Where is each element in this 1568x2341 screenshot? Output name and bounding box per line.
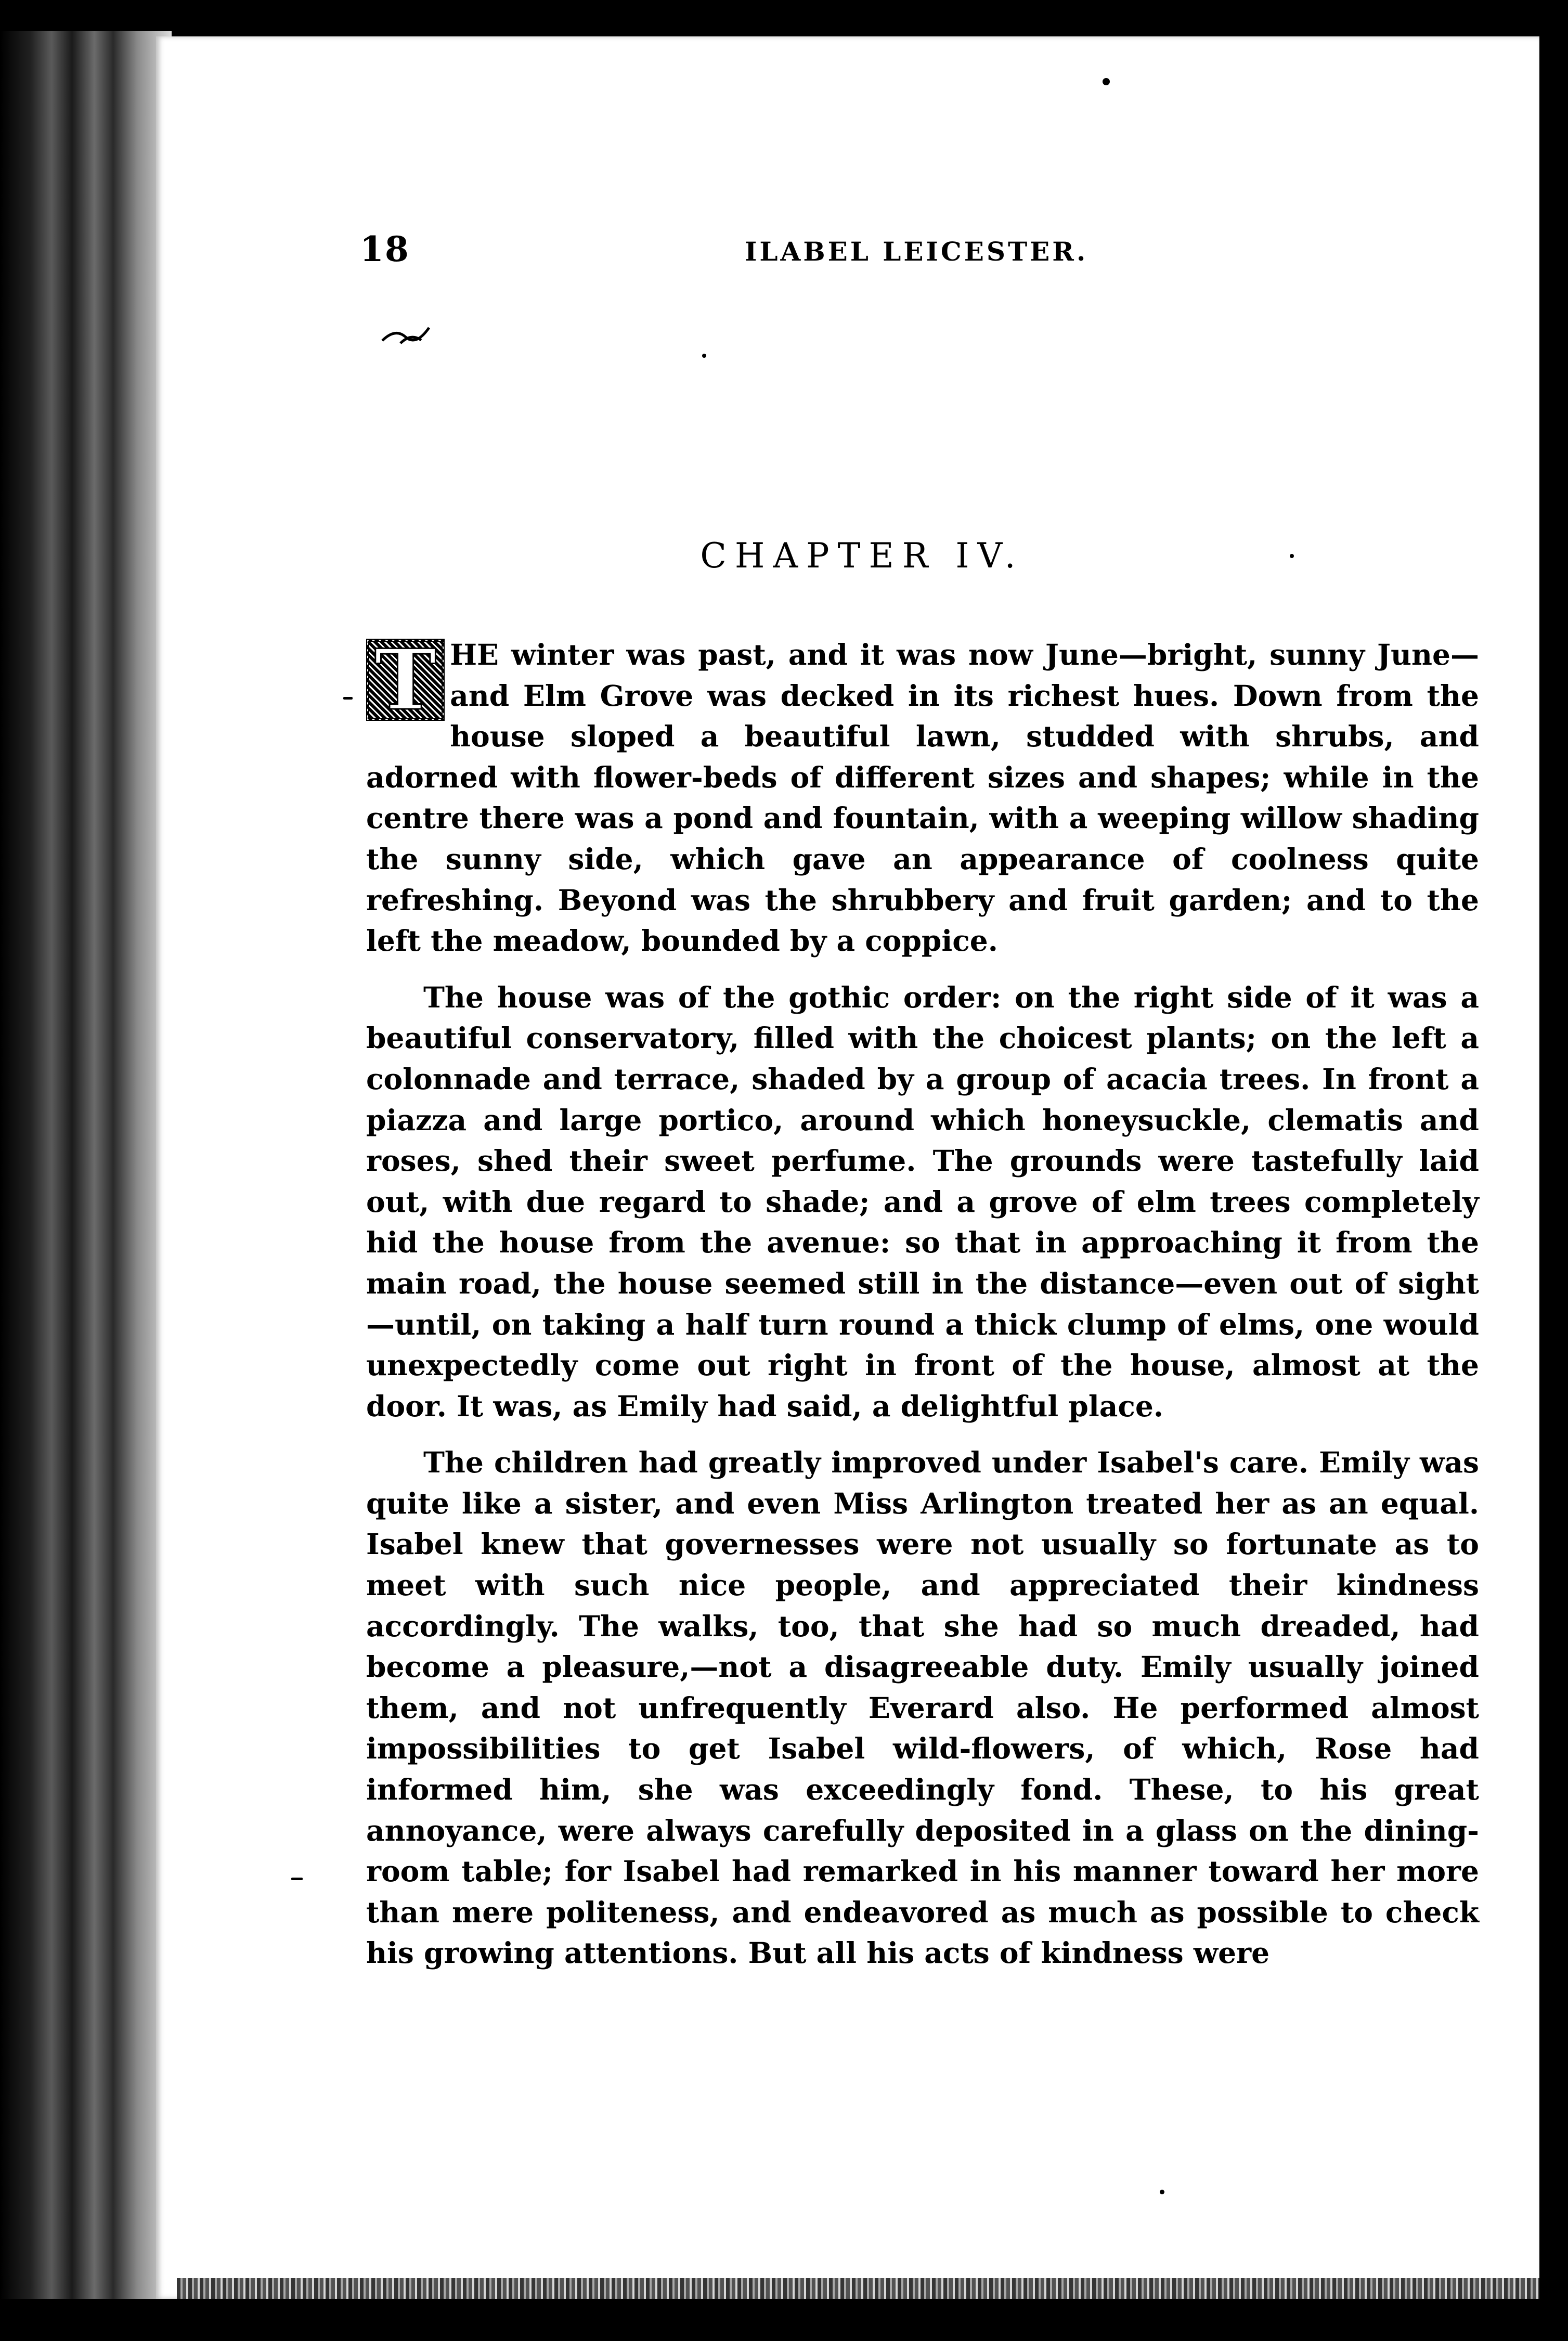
page-number: 18 xyxy=(360,229,410,269)
speck xyxy=(1290,554,1294,558)
speck xyxy=(1160,2190,1164,2194)
chapter-title: CHAPTER IV. xyxy=(700,536,1024,576)
paragraph-2: The house was of the gothic order: on the right side of it was a beautiful conservatory, filled with the choicest plants; on the left a colonnade and terrace, shaded by a group of acacia trees. In front a piazza and large portico, around which honeysuckle, clematis and roses, shed their sweet perfume. The grounds were tastefully laid out, with due regard to shade; and a grove of elm trees completely hid the house from the avenue: so that in approaching it from the main road, the house seemed still in the distance—even out of sight—until, on taking a half turn round a thick clump of elms, one would unexpectedly come out right in front of the house, almost at the door. It was, as Emily had said, a delightful place. xyxy=(366,980,1479,1423)
drop-cap: T xyxy=(366,639,445,721)
speck xyxy=(291,1878,303,1880)
paragraph-3: The children had greatly improved under Isabel's care. Emily was quite like a sister, and even Miss Arlington treated her as an equal. Isabel knew that governesses were not usually so fortunate as to meet with such nice people, and appreciated their kindness accordingly. The walks, too, that she had so much dreaded, had become a pleasure,—not a disagreeable duty. Emily usually joined them, and not unfrequently Everard also. He performed almost impossibilities to get Isabel wild-flowers, of which, Rose had informed him, she was exceedingly fond. These, to his great annoyance, were always carefully deposited in a glass on the dining-room table; for Isabel had remarked in his manner toward her more than mere politeness, and endeavored as much as possible to check his growing attentions. But all his acts of kindness were xyxy=(366,1445,1479,1970)
speck xyxy=(702,354,706,358)
paragraph-1 xyxy=(366,631,1479,962)
scribble-mark-icon xyxy=(380,317,442,348)
running-head: ILABEL LEICESTER. xyxy=(745,236,1088,267)
book-binding-edge xyxy=(0,31,172,2299)
speck xyxy=(343,697,353,700)
page-bottom-edge xyxy=(177,2278,1539,2299)
page-header xyxy=(360,229,1296,276)
speck xyxy=(1103,78,1110,85)
paragraph-1-text: HE winter was past, and it was now June—bright, sunny June—and Elm Grove was decked in its richest hues. Down from the house sloped a beautiful lawn, studded with shrubs, and adorned with flower-beds of different sizes and shapes; while in the centre there was a pond and fountain, with a weeping willow shading the sunny side, which gave an appearance of coolness quite refreshing. Beyond was the shrubbery and fruit garden; and to the left the meadow, bounded by a coppice. xyxy=(366,638,1479,958)
chapter-body xyxy=(366,631,1479,1989)
